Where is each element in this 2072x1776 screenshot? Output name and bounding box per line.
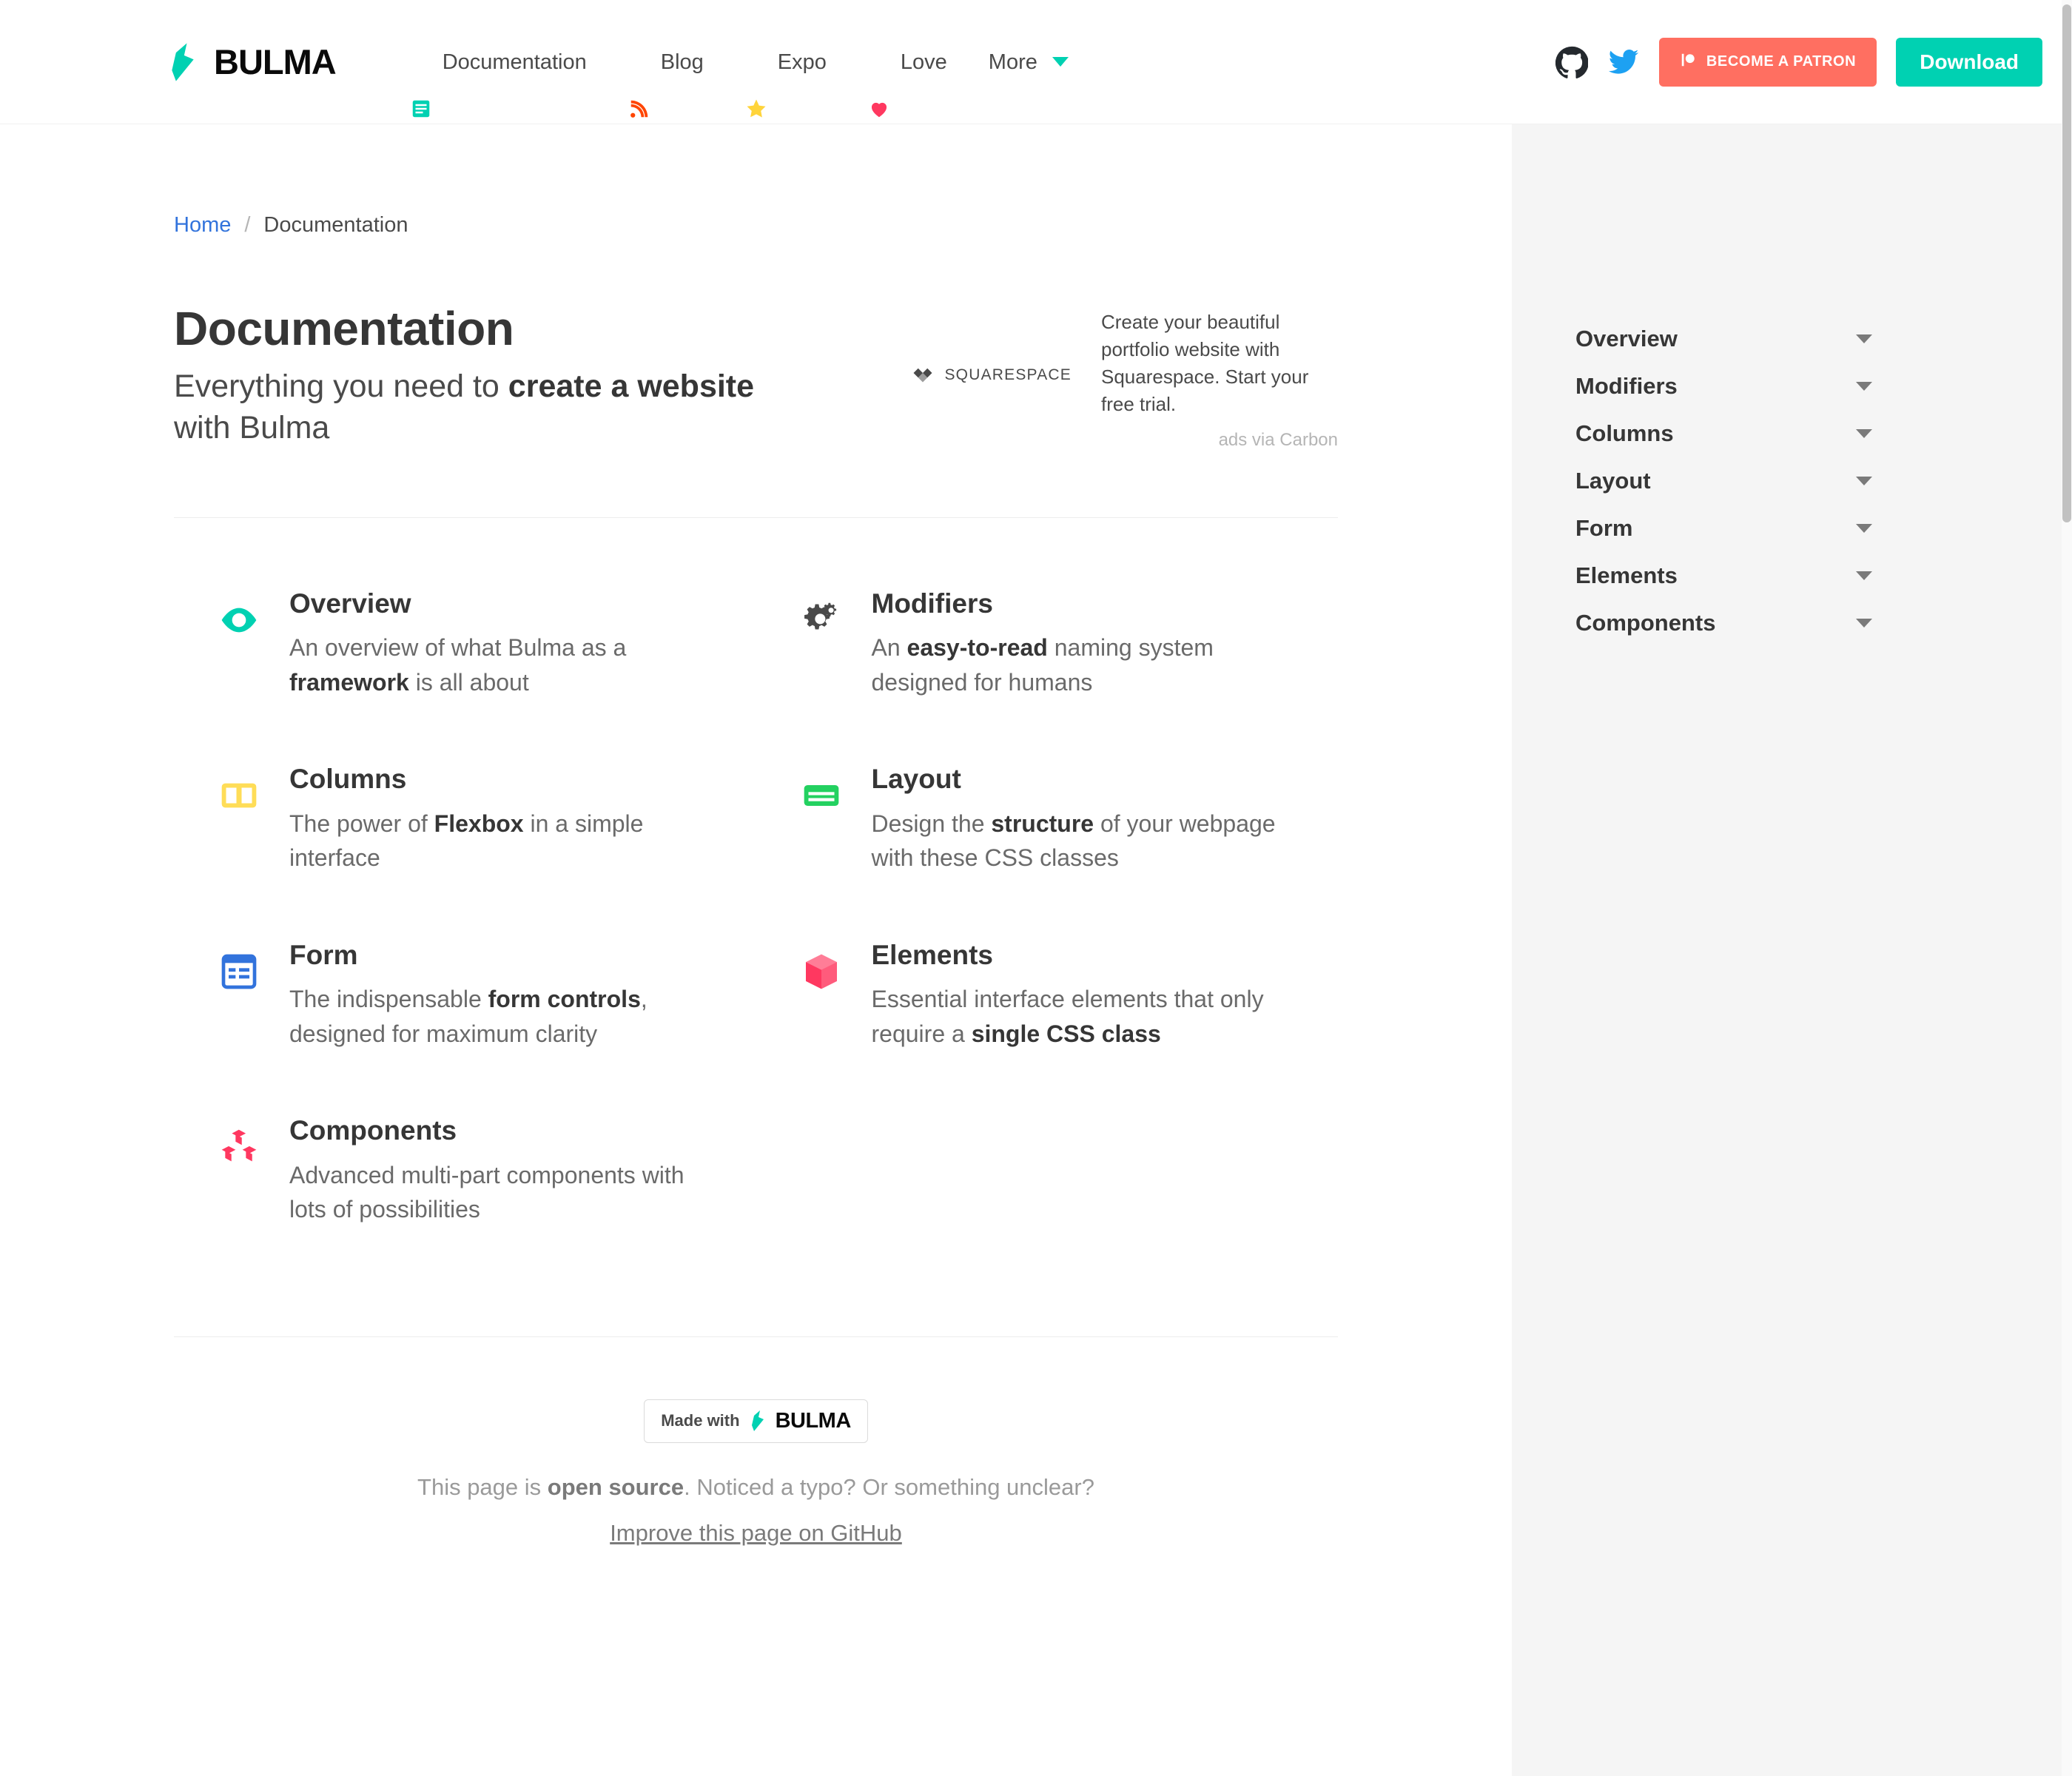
rss-icon — [628, 51, 650, 73]
card-desc-prefix: An — [871, 634, 907, 662]
card-title: Elements — [871, 939, 994, 970]
columns-icon — [218, 775, 260, 816]
bulma-logo-icon — [749, 1410, 767, 1431]
download-label: Download — [1920, 50, 2019, 73]
card-desc — [872, 807, 1309, 875]
main-content — [0, 124, 1512, 1776]
hero-section — [174, 301, 1338, 451]
breadcrumb-separator: / — [244, 213, 251, 237]
ad-via: ads via Carbon — [1218, 429, 1338, 450]
card-desc-prefix: Design the — [871, 810, 992, 837]
sidebar-item-layout[interactable] — [1512, 457, 2072, 505]
hero-text — [174, 301, 766, 449]
card-title: Overview — [289, 588, 411, 619]
nav-links — [389, 0, 1089, 124]
sidebar-item-label: Modifiers — [1575, 373, 1678, 399]
footer-text-prefix: This page is — [417, 1473, 548, 1500]
subtitle-strong: create a website — [508, 369, 755, 404]
card-modifiers[interactable] — [756, 589, 1339, 764]
made-with-bulma-badge[interactable] — [644, 1399, 868, 1443]
card-desc-strong: form controls — [488, 986, 641, 1013]
breadcrumb-home[interactable]: Home — [174, 213, 232, 237]
card-overview[interactable] — [174, 589, 756, 764]
nav-item-more[interactable] — [968, 0, 1089, 124]
card-form[interactable] — [174, 941, 756, 1116]
nav-label-blog: Blog — [660, 50, 704, 74]
card-desc-suffix: in a simple interface — [289, 810, 644, 872]
become-a-patron-button[interactable] — [1659, 38, 1877, 87]
nav-item-documentation[interactable] — [389, 0, 608, 124]
navbar — [0, 0, 2072, 124]
squarespace-label: SQUARESPACE — [944, 366, 1072, 383]
card-desc-prefix: Advanced multi-part components with lots of possibilities — [289, 1161, 684, 1223]
card-title: Modifiers — [871, 588, 993, 619]
card-desc-suffix: naming system designed for humans — [871, 634, 1214, 696]
card-title: Components — [289, 1115, 457, 1146]
subtitle-prefix: Everything you need to — [174, 369, 508, 404]
card-desc-strong: framework — [289, 668, 409, 696]
sidebar-item-components[interactable] — [1512, 599, 2072, 647]
sidebar-item-label: Components — [1575, 610, 1716, 636]
chevron-down-icon[interactable] — [1856, 524, 1872, 533]
star-icon — [745, 51, 767, 73]
sidebar-item-form[interactable] — [1512, 505, 2072, 552]
sidebar-item-label: Columns — [1575, 420, 1674, 446]
chevron-down-icon[interactable] — [1856, 619, 1872, 628]
card-desc — [289, 807, 727, 875]
nav-label-expo: Expo — [777, 50, 827, 74]
card-overview-body — [289, 589, 727, 699]
carbon-ad[interactable] — [912, 309, 1338, 451]
nav-label-documentation: Documentation — [442, 50, 587, 74]
sidebar-item-label: Elements — [1575, 562, 1678, 588]
card-desc-strong: easy-to-read — [906, 634, 1048, 662]
squarespace-icon — [912, 362, 934, 388]
sidebar-item-modifiers[interactable] — [1512, 363, 2072, 410]
patreon-icon — [1680, 52, 1696, 73]
sidebar-item-overview[interactable] — [1512, 315, 2072, 363]
chevron-down-icon[interactable] — [1856, 571, 1872, 580]
box-icon — [801, 951, 842, 992]
nav-item-expo[interactable] — [724, 0, 847, 124]
card-title: Layout — [871, 764, 961, 795]
docs-card-grid — [174, 589, 1338, 1292]
bulma-logo-icon — [166, 43, 199, 81]
layout-icon — [801, 775, 842, 816]
card-desc — [289, 630, 727, 699]
footer-text — [174, 1474, 1338, 1501]
page-subtitle — [174, 366, 766, 449]
subtitle-suffix: with Bulma — [174, 409, 330, 445]
card-desc-prefix: An overview of what Bulma as a — [289, 634, 627, 662]
heart-icon — [868, 51, 890, 73]
nav-label-love: Love — [900, 50, 947, 74]
card-form-body — [289, 941, 727, 1051]
chevron-down-icon[interactable] — [1856, 429, 1872, 438]
book-icon — [410, 51, 432, 73]
made-with-brand: BULMA — [775, 1408, 851, 1433]
card-elements-body — [872, 941, 1309, 1051]
sidebar-item-label: Overview — [1575, 326, 1678, 352]
page-title: Documentation — [174, 302, 514, 355]
form-icon — [218, 951, 260, 992]
scrollbar-thumb[interactable] — [2062, 4, 2071, 522]
squarespace-logo — [912, 362, 1072, 388]
card-desc-strong: structure — [991, 810, 1094, 837]
card-components-body — [289, 1116, 727, 1226]
nav-item-love[interactable] — [847, 0, 968, 124]
card-desc — [289, 982, 727, 1051]
card-desc-prefix: The indispensable — [289, 986, 488, 1013]
improve-page-link[interactable]: Improve this page on GitHub — [610, 1519, 902, 1546]
card-layout-body — [872, 764, 1309, 875]
sidebar-item-label: Form — [1575, 515, 1633, 541]
sidebar-item-columns[interactable] — [1512, 410, 2072, 457]
breadcrumb — [174, 213, 1338, 238]
navbar-right — [1555, 38, 2042, 87]
card-columns[interactable] — [174, 764, 756, 940]
card-title: Form — [289, 939, 358, 970]
card-columns-body — [289, 764, 727, 875]
sidebar-item-label: Layout — [1575, 468, 1651, 494]
card-components[interactable] — [174, 1116, 756, 1291]
card-desc-suffix: is all about — [408, 668, 529, 696]
card-desc-prefix: Essential interface elements that only require a — [871, 986, 1264, 1047]
sidebar — [1512, 124, 2072, 1776]
ad-body-wrap — [1101, 309, 1338, 451]
card-desc-suffix: of your webpage with these CSS classes — [871, 810, 1276, 872]
card-title: Columns — [289, 764, 407, 795]
footer-text-strong: open source — [547, 1473, 684, 1500]
card-desc — [289, 1158, 727, 1227]
chevron-down-icon[interactable] — [1856, 382, 1872, 391]
brand[interactable] — [166, 41, 336, 82]
gears-icon — [801, 599, 842, 641]
card-layout[interactable] — [756, 764, 1339, 940]
footer-text-suffix: . Noticed a typo? Or something unclear? — [684, 1473, 1094, 1500]
patron-label: BECOME A PATRON — [1706, 53, 1857, 70]
card-desc — [872, 630, 1309, 699]
footer — [174, 1337, 1338, 1547]
cubes-icon — [218, 1126, 260, 1168]
eye-icon — [218, 599, 260, 641]
card-desc-strong: Flexbox — [434, 810, 524, 837]
card-desc — [872, 982, 1309, 1051]
brand-label: BULMA — [214, 42, 336, 81]
github-icon[interactable] — [1555, 46, 1588, 78]
card-elements[interactable] — [756, 941, 1339, 1116]
chevron-down-icon[interactable] — [1856, 477, 1872, 485]
chevron-down-icon[interactable] — [1856, 334, 1872, 343]
ad-body: Create your beautiful portfolio website with Squarespace. Start your free trial. — [1101, 311, 1309, 415]
hero-divider — [174, 517, 1338, 518]
nav-label-more: More — [988, 50, 1037, 74]
card-desc-strong: single CSS class — [971, 1020, 1161, 1047]
made-with-label: Made with — [661, 1411, 740, 1430]
twitter-icon[interactable] — [1607, 46, 1640, 78]
download-button[interactable] — [1896, 38, 2042, 87]
scrollbar-track[interactable] — [2062, 0, 2072, 1776]
card-modifiers-body — [872, 589, 1309, 699]
sidebar-item-elements[interactable] — [1512, 552, 2072, 599]
card-desc-suffix: , designed for maximum clarity — [289, 986, 648, 1047]
body-wrapper — [0, 124, 2072, 1776]
breadcrumb-current: Documentation — [263, 213, 408, 237]
chevron-down-icon — [1052, 57, 1069, 67]
card-desc-prefix: The power of — [289, 810, 434, 837]
nav-item-blog[interactable] — [608, 0, 724, 124]
